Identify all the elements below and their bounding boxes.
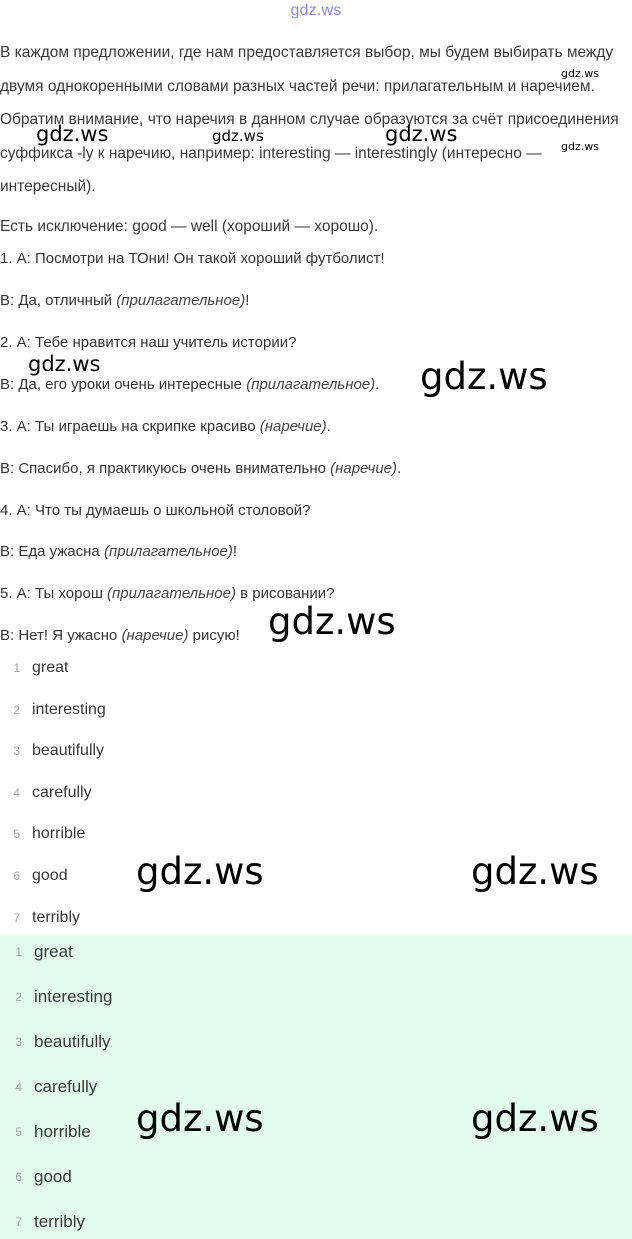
watermark: gdz.ws <box>471 850 599 893</box>
watermark: gdz.ws <box>212 127 264 145</box>
exception-paragraph: Есть исключение: good — well (хороший — хорошо). <box>0 218 379 235</box>
watermark: gdz.ws <box>268 600 396 643</box>
dialogue-line: 3. А: Ты играешь на скрипке красиво (наречие). <box>0 418 331 435</box>
dialogue-line: В: Еда ужасна (прилагательное)! <box>0 543 238 560</box>
dialogue-line: 2. А: Тебе нравится наш учитель истории? <box>0 334 297 351</box>
answer-box <box>0 935 632 1239</box>
dialogue-line: 4. А: Что ты думаешь о школьной столовой? <box>0 502 311 519</box>
dialogue-line: В: Спасибо, я практикуюсь очень внимательно (наречие). <box>0 460 402 477</box>
list-item: 6 good <box>13 867 68 884</box>
dialogue-line: 1. А: Посмотри на ТОни! Он такой хороший футболист! <box>0 250 385 267</box>
dialogue-line: 5. А: Ты хорош (прилагательное) в рисовании? <box>0 585 335 602</box>
list-item: 1 great <box>13 659 69 676</box>
list-item: 3 beautifully <box>15 1032 111 1051</box>
watermark: gdz.ws <box>28 352 101 376</box>
list-item: 3 beautifully <box>13 742 105 759</box>
watermark: gdz.ws <box>136 850 264 893</box>
site-logo[interactable]: gdz.ws <box>290 2 342 19</box>
list-item: 5 horrible <box>13 825 86 842</box>
list-item: 7 terribly <box>13 909 81 926</box>
watermark: gdz.ws <box>385 122 458 146</box>
list-item: 6 good <box>15 1167 72 1186</box>
watermark: gdz.ws <box>471 1097 599 1140</box>
watermark: gdz.ws <box>561 67 599 80</box>
list-item: 1 great <box>15 942 73 961</box>
list-item: 4 carefully <box>13 784 92 801</box>
dialogue-line: В: Да, отличный (прилагательное)! <box>0 292 250 309</box>
list-item: 5 horrible <box>15 1122 91 1141</box>
watermark: gdz.ws <box>561 140 599 153</box>
list-item: 4 carefully <box>15 1077 98 1096</box>
watermark: gdz.ws <box>420 355 548 398</box>
watermark: gdz.ws <box>36 122 109 146</box>
list-item: 7 terribly <box>15 1212 86 1231</box>
dialogue-line: В: Да, его уроки очень интересные (прилагательное). <box>0 376 380 393</box>
intro-paragraph: В каждом предложении, где нам предоставляется выбор, мы будем выбирать между двумя однокоренными словами разных частей речи: прилагательным и наречием. Обратим внимание, что наречия в данном случае образуются за счёт присоединения суффикса -ly к наречию, например: interesting — interestingly (интересно — интересный). <box>0 44 619 195</box>
watermark: gdz.ws <box>136 1097 264 1140</box>
dialogue-line: В: Нет! Я ужасно (наречие) рисую! <box>0 627 240 644</box>
list-item: 2 interesting <box>13 701 106 718</box>
list-item: 2 interesting <box>15 987 113 1006</box>
